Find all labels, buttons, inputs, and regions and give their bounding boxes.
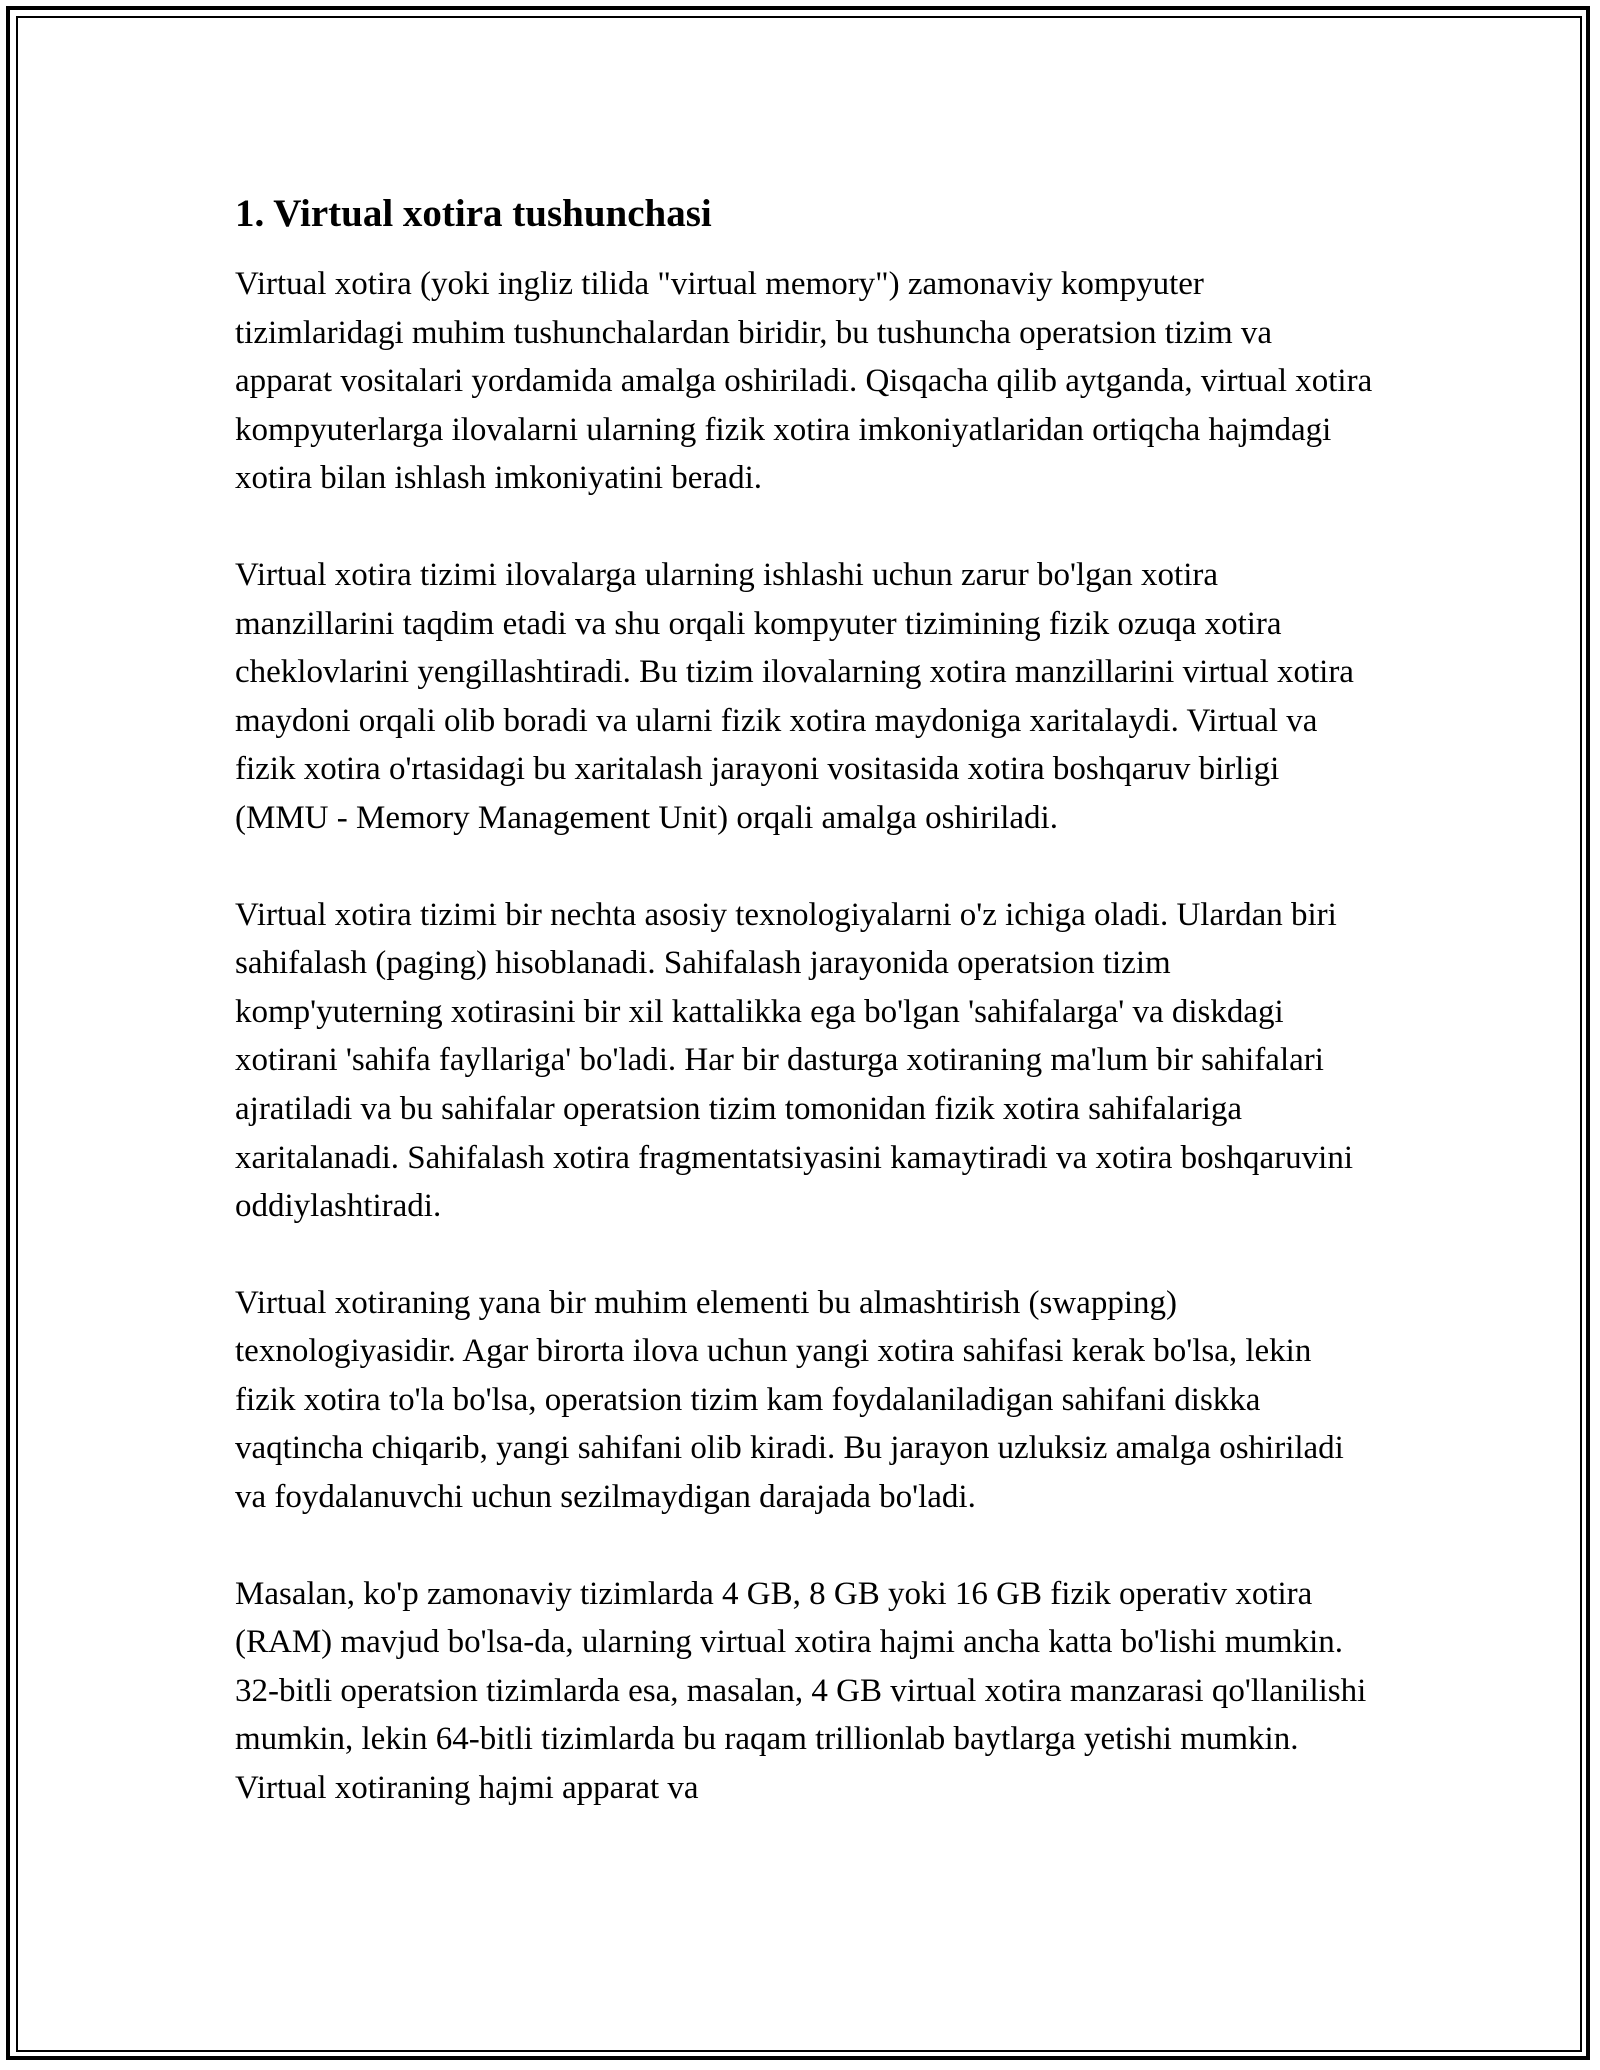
- paragraph-4: Virtual xotiraning yana bir muhim elementi bu almashtirish (swapping) texnologiyasidir. Agar birorta ilova uchun yangi xotira sahifasi kerak bo'lsa, lekin fizik xotira to'la bo'lsa, operatsion tizim kam foydalaniladigan sahifani diskka vaqtincha chiqarib, yangi sahifani olib kiradi. Bu jarayon uzluksiz amalga oshiriladi va foydalanuvchi uchun sezilmaydigan darajada bo'ladi.: [235, 1284, 1344, 1516]
- paragraph-1: Virtual xotira (yoki ingliz tilida "virtual memory") zamonaviy kompyuter tizimlaridagi muhim tushunchalardan biridir, bu tushuncha operatsion tizim va apparat vositalari yordamida amalga oshiriladi. Qisqacha qilib aytganda, virtual xotira kompyuterlarga ilovalarni ularning fizik xotira imkoniyatlaridan ortiqcha hajmdagi xotira bilan ishlash imkoniyatini beradi.: [235, 266, 1373, 497]
- section-heading: 1. Virtual xotira tushunchasi: [235, 192, 712, 235]
- paragraph-3: Virtual xotira tizimi bir nechta asosiy texnologiyalarni o'z ichiga oladi. Ulardan biri sahifalash (paging) hisoblanadi. Sahifalash jarayonida operatsion tizim komp'yuterning xotirasini bir xil kattalikka ega bo'lgan 'sahifalarga' va diskdagi xotirani 'sahifa fayllariga' bo'ladi. Har bir dasturga xotiraning ma'lum bir sahifalari ajratiladi va bu sahifalar operatsion tizim tomonidan fizik xotira sahifalariga xaritalanadi. Sahifalash xotira fragmentatsiyasini kamaytiradi va xotira boshqaruvini oddiylashtiradi.: [235, 896, 1353, 1225]
- paragraph-5: Masalan, ko'p zamonaviy tizimlarda 4 GB, 8 GB yoki 16 GB fizik operativ xotira (RAM) mavjud bo'lsa-da, ularning virtual xotira hajmi ancha katta bo'lishi mumkin. 32-bitli operatsion tizimlarda esa, masalan, 4 GB virtual xotira manzarasi qo'llanilishi mumkin, lekin 64-bitli tizimlarda bu raqam trillionlab baytlarga yetishi mumkin. Virtual xotiraning hajmi apparat va: [235, 1575, 1367, 1807]
- paragraph-2: Virtual xotira tizimi ilovalarga ularning ishlashi uchun zarur bo'lgan xotira manzillarini taqdim etadi va shu orqali kompyuter tizimining fizik ozuqa xotira cheklovlarini yengillashtiradi. Bu tizim ilovalarning xotira manzillarini virtual xotira maydoni orqali olib boradi va ularni fizik xotira maydoniga xaritalaydi. Virtual va fizik xotira o'rtasidagi bu xaritalash jarayoni vositasida xotira boshqaruv birligi (MMU - Memory Management Unit) orqali amalga oshiriladi.: [235, 556, 1354, 836]
- document-body: [235, 186, 1375, 1813]
